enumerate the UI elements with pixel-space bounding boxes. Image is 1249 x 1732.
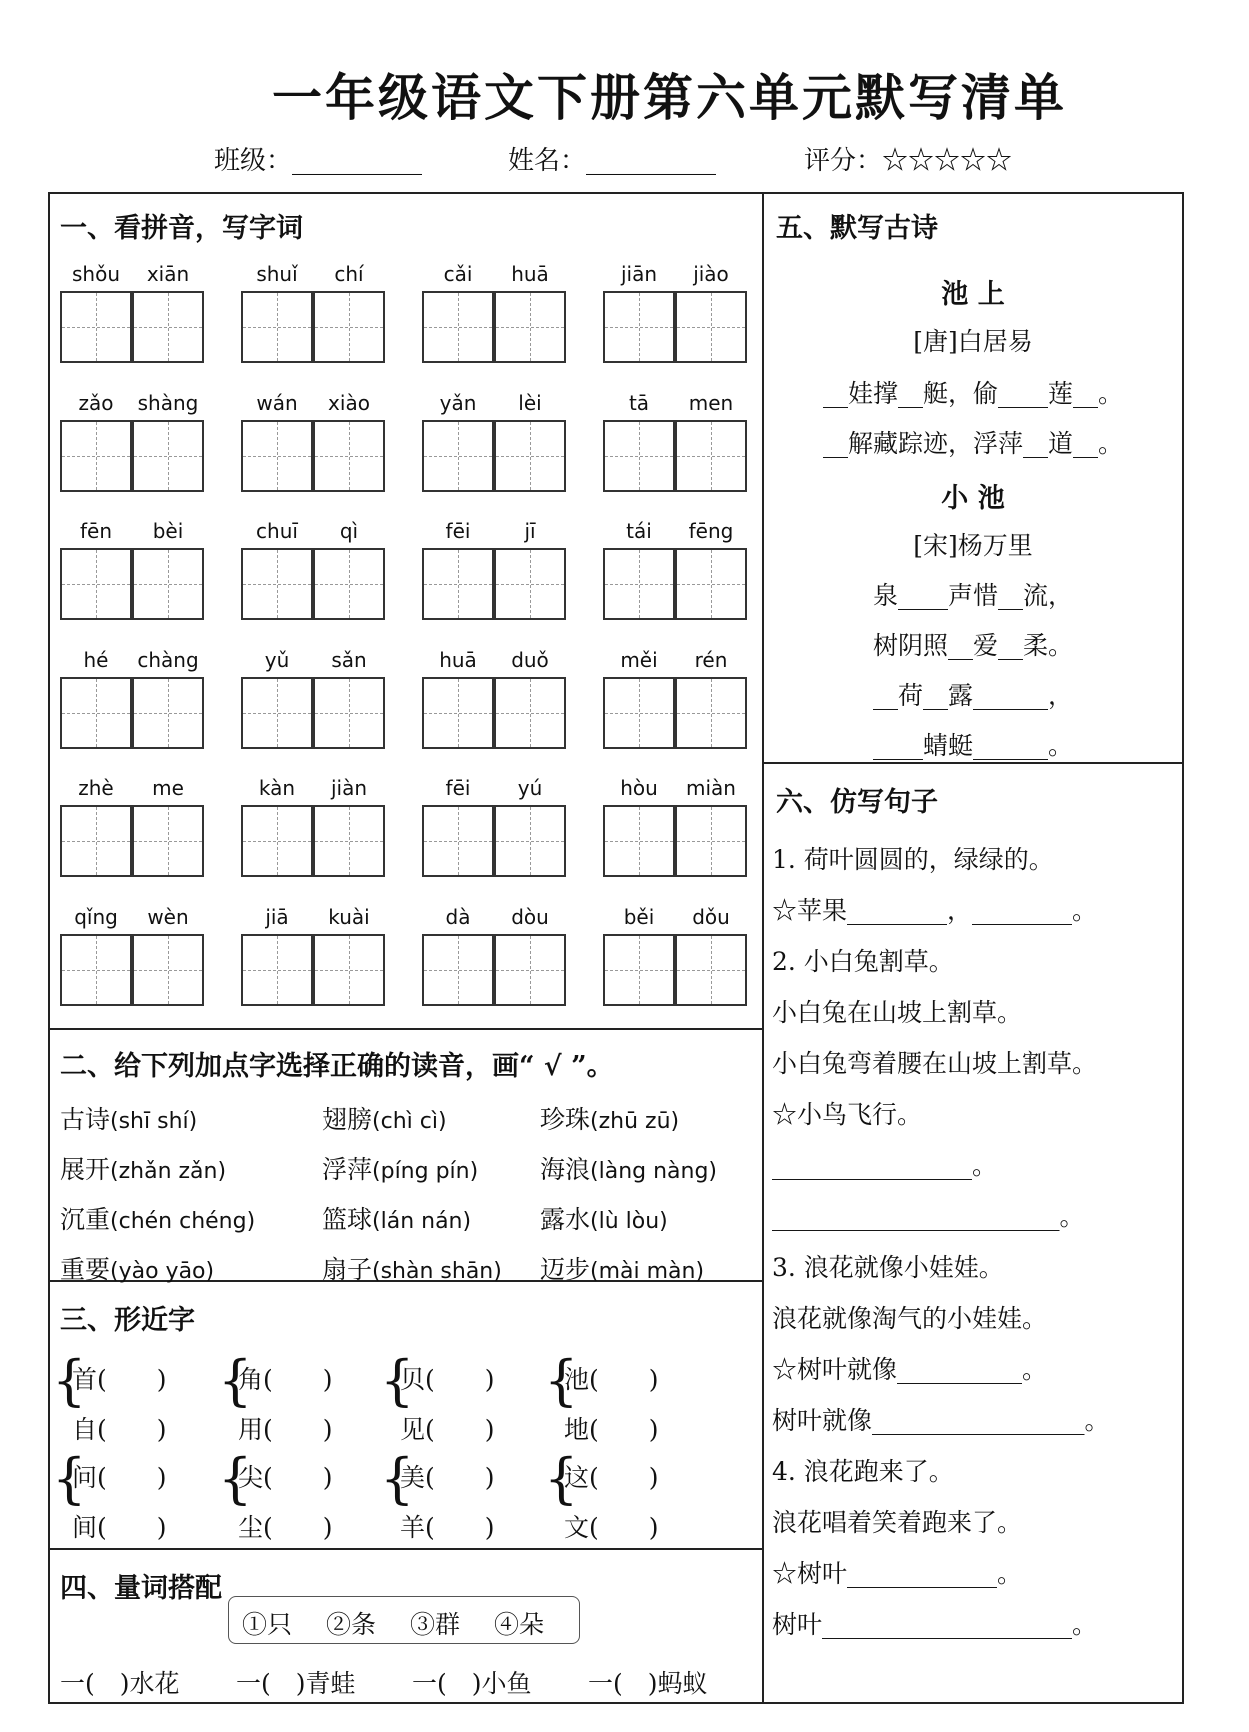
pinyin-label: me <box>152 776 184 800</box>
pinyin-label: xiào <box>328 391 370 415</box>
target-word: 露水 <box>540 1205 591 1234</box>
pinyin-label: huā <box>439 648 477 672</box>
tianzige-box[interactable] <box>603 677 675 749</box>
tianzige-box[interactable] <box>313 548 385 620</box>
sentence-line: 1. 荷叶圆圆的，绿绿的。 <box>772 845 1054 874</box>
similar-char-item[interactable]: 地( ) <box>564 1415 659 1444</box>
target-word: 重要 <box>60 1255 111 1284</box>
reading-choice-item[interactable] <box>322 1100 447 1136</box>
sentence-line: 小白兔在山坡上割草。 <box>772 998 1023 1027</box>
similar-char-item[interactable]: 这( ) <box>564 1463 659 1492</box>
pinyin-label: qǐng <box>74 905 118 929</box>
sentence-line[interactable]: ☆树叶____________。 <box>772 1559 1023 1588</box>
reading-choice-item[interactable] <box>322 1150 478 1186</box>
poem2-author: [宋]杨万里 <box>913 531 1033 560</box>
tianzige-box[interactable] <box>675 677 747 749</box>
sentence-line[interactable]: ☆苹果________，________。 <box>772 896 1098 925</box>
pinyin-label: zhè <box>78 776 114 800</box>
reading-choice-item[interactable] <box>540 1250 704 1286</box>
tianzige-box[interactable] <box>241 934 313 1006</box>
measure-word-item[interactable]: 一( )水花 <box>60 1669 180 1698</box>
sec4-title: 四、量词搭配 <box>60 1573 222 1604</box>
pinyin-options[interactable]: (lán nán) <box>372 1209 472 1234</box>
sec6-title: 六、仿写句子 <box>776 787 938 818</box>
pinyin-options[interactable]: (chén chéng) <box>110 1209 256 1234</box>
tianzige-box[interactable] <box>313 934 385 1006</box>
tianzige-box[interactable] <box>132 548 204 620</box>
pinyin-label: fēi <box>445 776 471 800</box>
brace-symbol: { <box>380 1447 415 1510</box>
pinyin-label: shuǐ <box>256 262 298 286</box>
pinyin-options[interactable]: (mài màn) <box>590 1259 705 1284</box>
tianzige-box[interactable] <box>422 291 494 363</box>
similar-char-item[interactable]: 间( ) <box>72 1513 167 1542</box>
tianzige-box[interactable] <box>494 291 566 363</box>
pinyin-label: qì <box>339 519 359 543</box>
sentence-line: 浪花唱着笑着跑来了。 <box>772 1508 1023 1537</box>
poem2-line[interactable]: 树阴照__爱__柔。 <box>872 631 1073 660</box>
pinyin-label: jī <box>524 519 536 543</box>
tianzige-box[interactable] <box>313 420 385 492</box>
pinyin-label: miàn <box>686 776 736 800</box>
divider-sec3-sec4 <box>48 1548 762 1550</box>
poem1-line[interactable]: __娃撑__艇，偷____莲__。 <box>822 379 1123 408</box>
poem2-line[interactable]: 泉____声惜__流， <box>872 581 1073 610</box>
similar-char-item[interactable]: 首( ) <box>72 1365 167 1394</box>
tianzige-box[interactable] <box>313 805 385 877</box>
target-word: 浮萍 <box>322 1155 373 1184</box>
sentence-line[interactable]: 树叶____________________。 <box>772 1610 1098 1639</box>
sec5-title: 五、默写古诗 <box>776 213 938 244</box>
brace-symbol: { <box>52 1447 87 1510</box>
reading-choice-item[interactable] <box>322 1200 471 1236</box>
similar-char-item[interactable]: 用( ) <box>238 1415 333 1444</box>
pinyin-label: dòu <box>511 905 549 929</box>
tianzige-box[interactable] <box>60 677 132 749</box>
reading-choice-item[interactable] <box>60 1150 226 1186</box>
tianzige-box[interactable] <box>675 420 747 492</box>
pinyin-options[interactable]: (lù lòu) <box>590 1209 668 1234</box>
reading-choice-item[interactable] <box>60 1250 214 1286</box>
score-field: 评分：☆☆☆☆☆ <box>804 146 1013 176</box>
sentence-line[interactable]: 树叶就像_________________。 <box>772 1406 1110 1435</box>
tianzige-box[interactable] <box>422 677 494 749</box>
sentence-line: 浪花就像淘气的小娃娃。 <box>772 1304 1048 1333</box>
similar-char-item[interactable]: 贝( ) <box>400 1365 495 1394</box>
tianzige-box[interactable] <box>675 548 747 620</box>
name-field[interactable]: 姓名：__________ <box>508 146 717 176</box>
tianzige-box[interactable] <box>603 420 675 492</box>
tianzige-box[interactable] <box>494 548 566 620</box>
pinyin-label: jiā <box>265 905 289 929</box>
pinyin-label: hé <box>83 648 109 672</box>
tianzige-box[interactable] <box>241 677 313 749</box>
similar-char-item[interactable]: 羊( ) <box>400 1513 495 1542</box>
divider-sec1-sec2 <box>48 1028 762 1030</box>
reading-choice-item[interactable] <box>60 1200 255 1236</box>
similar-char-item[interactable]: 尘( ) <box>238 1513 333 1542</box>
pinyin-options[interactable]: (chì cì) <box>372 1109 447 1134</box>
pinyin-label: yǎn <box>439 391 477 415</box>
brace-symbol: { <box>218 1349 253 1412</box>
pinyin-label: rén <box>694 648 728 672</box>
pinyin-label: tā <box>628 391 650 415</box>
target-word: 翅膀 <box>322 1105 373 1134</box>
sentence-line: 3. 浪花就像小娃娃。 <box>772 1253 1004 1282</box>
measure-word-item[interactable]: 一( )小鱼 <box>412 1669 532 1698</box>
target-word: 海浪 <box>540 1155 591 1184</box>
pinyin-label: yǔ <box>264 648 290 672</box>
pinyin-label: wèn <box>147 905 189 929</box>
similar-char-item[interactable]: 自( ) <box>72 1415 167 1444</box>
measure-word-option: ②条 <box>326 1610 377 1639</box>
pinyin-options[interactable]: (yào yāo) <box>110 1259 215 1284</box>
pinyin-label: měi <box>620 648 658 672</box>
poem1-title: 池 上 <box>941 279 1005 310</box>
brace-symbol: { <box>380 1349 415 1412</box>
tianzige-box[interactable] <box>132 677 204 749</box>
pinyin-label: wán <box>256 391 298 415</box>
tianzige-box[interactable] <box>675 805 747 877</box>
pinyin-label: kuài <box>328 905 370 929</box>
tianzige-box[interactable] <box>313 291 385 363</box>
pinyin-label: chuī <box>256 519 298 543</box>
sec2-title: 二、给下列加点字选择正确的读音，画“ √ ”。 <box>60 1051 614 1082</box>
tianzige-box[interactable] <box>241 291 313 363</box>
sentence-line[interactable]: _______________________。 <box>772 1202 1085 1231</box>
brace-symbol: { <box>52 1349 87 1412</box>
pinyin-label: hòu <box>620 776 658 800</box>
pinyin-label: duǒ <box>511 648 549 672</box>
tianzige-box[interactable] <box>60 548 132 620</box>
pinyin-options[interactable]: (zhǎn zǎn) <box>110 1159 227 1184</box>
pinyin-label: chí <box>334 262 364 286</box>
sec1-title: 一、看拼音，写字词 <box>60 213 303 244</box>
target-word: 扇子 <box>322 1255 373 1284</box>
tianzige-box[interactable] <box>132 934 204 1006</box>
target-word: 古诗 <box>60 1105 111 1134</box>
poem1-author: [唐]白居易 <box>913 327 1033 356</box>
pinyin-label: dà <box>445 905 471 929</box>
similar-char-item[interactable]: 文( ) <box>564 1513 659 1542</box>
pinyin-label: sǎn <box>331 648 367 672</box>
pinyin-label: chàng <box>137 648 199 672</box>
tianzige-box[interactable] <box>241 548 313 620</box>
pinyin-options[interactable]: (píng pín) <box>372 1159 479 1184</box>
reading-choice-item[interactable] <box>60 1100 197 1136</box>
target-word: 展开 <box>60 1155 111 1184</box>
similar-char-item[interactable]: 角( ) <box>238 1365 333 1394</box>
tianzige-box[interactable] <box>132 291 204 363</box>
sentence-line[interactable]: ________________。 <box>772 1151 998 1180</box>
similar-char-item[interactable]: 尖( ) <box>238 1463 333 1492</box>
measure-word-item[interactable]: 一( )蚂蚁 <box>588 1669 708 1698</box>
pinyin-label: lèi <box>518 391 542 415</box>
tianzige-box[interactable] <box>60 934 132 1006</box>
pinyin-label: shàng <box>137 391 199 415</box>
similar-char-item[interactable]: 见( ) <box>400 1415 495 1444</box>
reading-choice-item[interactable] <box>322 1250 502 1286</box>
tianzige-box[interactable] <box>603 291 675 363</box>
pinyin-label: yú <box>517 776 543 800</box>
tianzige-box[interactable] <box>675 291 747 363</box>
tianzige-box[interactable] <box>422 420 494 492</box>
tianzige-box[interactable] <box>60 805 132 877</box>
tianzige-box[interactable] <box>60 291 132 363</box>
tianzige-box[interactable] <box>132 420 204 492</box>
sec3-title: 三、形近字 <box>60 1305 195 1336</box>
brace-symbol: { <box>544 1349 579 1412</box>
sentence-line: ☆小鸟飞行。 <box>772 1100 923 1129</box>
brace-symbol: { <box>218 1447 253 1510</box>
poem2-title: 小 池 <box>941 483 1005 514</box>
target-word: 珍珠 <box>540 1105 591 1134</box>
tianzige-box[interactable] <box>603 805 675 877</box>
pinyin-label: běi <box>623 905 655 929</box>
pinyin-label: fēn <box>79 519 113 543</box>
tianzige-box[interactable] <box>494 805 566 877</box>
tianzige-box[interactable] <box>422 805 494 877</box>
poem1-line[interactable]: __解藏踪迹，浮萍__道__。 <box>822 429 1123 458</box>
pinyin-label: xiān <box>146 262 190 286</box>
measure-word-option: ④朵 <box>494 1610 545 1639</box>
pinyin-label: bèi <box>152 519 184 543</box>
tianzige-box[interactable] <box>494 677 566 749</box>
similar-char-item[interactable]: 池( ) <box>564 1365 659 1394</box>
measure-word-option: ①只 <box>242 1610 293 1639</box>
tianzige-box[interactable] <box>313 677 385 749</box>
tianzige-box[interactable] <box>422 934 494 1006</box>
pinyin-label: shǒu <box>71 262 120 286</box>
poem2-line[interactable]: ____蜻蜓______。 <box>872 731 1073 760</box>
divider-sec5-sec6 <box>762 762 1184 764</box>
pinyin-label: cǎi <box>443 262 473 286</box>
pinyin-label: huā <box>511 262 549 286</box>
pinyin-label: zǎo <box>78 391 114 415</box>
pinyin-label: kàn <box>258 776 296 800</box>
tianzige-box[interactable] <box>603 934 675 1006</box>
column-divider <box>762 192 764 1704</box>
tianzige-box[interactable] <box>675 934 747 1006</box>
tianzige-box[interactable] <box>494 934 566 1006</box>
sentence-line[interactable]: ☆树叶就像__________。 <box>772 1355 1048 1384</box>
reading-choice-item[interactable] <box>540 1150 717 1186</box>
pinyin-label: dǒu <box>692 905 730 929</box>
tianzige-box[interactable] <box>60 420 132 492</box>
reading-choice-item[interactable] <box>540 1200 668 1236</box>
pinyin-label: men <box>688 391 734 415</box>
tianzige-box[interactable] <box>422 548 494 620</box>
pinyin-label: fēi <box>445 519 471 543</box>
sentence-line: 小白兔弯着腰在山坡上割草。 <box>772 1049 1098 1078</box>
pinyin-label: jiān <box>620 262 658 286</box>
similar-char-item[interactable]: 美( ) <box>400 1463 495 1492</box>
tianzige-box[interactable] <box>132 805 204 877</box>
tianzige-box[interactable] <box>494 420 566 492</box>
measure-word-item[interactable]: 一( )青蛙 <box>236 1669 356 1698</box>
pinyin-options[interactable]: (làng nàng) <box>590 1159 718 1184</box>
target-word: 迈步 <box>540 1255 591 1284</box>
measure-word-option: ③群 <box>410 1610 461 1639</box>
tianzige-box[interactable] <box>241 420 313 492</box>
pinyin-label: tái <box>626 519 652 543</box>
class-field[interactable]: 班级：__________ <box>214 146 423 176</box>
pinyin-label: fēng <box>688 519 734 543</box>
brace-symbol: { <box>544 1447 579 1510</box>
poem2-line[interactable]: __荷__露______， <box>872 681 1073 710</box>
sentence-line: 2. 小白兔割草。 <box>772 947 954 976</box>
target-word: 篮球 <box>322 1205 373 1234</box>
page-title: 一年级语文下册第六单元默写清单 <box>272 68 1067 127</box>
target-word: 沉重 <box>60 1205 111 1234</box>
sentence-line: 4. 浪花跑来了。 <box>772 1457 954 1486</box>
similar-char-item[interactable]: 问( ) <box>72 1463 167 1492</box>
pinyin-label: jiào <box>693 262 729 286</box>
pinyin-label: jiàn <box>330 776 368 800</box>
pinyin-options[interactable]: (zhū zū) <box>590 1109 680 1134</box>
pinyin-options[interactable]: (shàn shān) <box>372 1259 502 1284</box>
tianzige-box[interactable] <box>603 548 675 620</box>
reading-choice-item[interactable] <box>540 1100 679 1136</box>
pinyin-options[interactable]: (shī shí) <box>110 1109 198 1134</box>
tianzige-box[interactable] <box>241 805 313 877</box>
